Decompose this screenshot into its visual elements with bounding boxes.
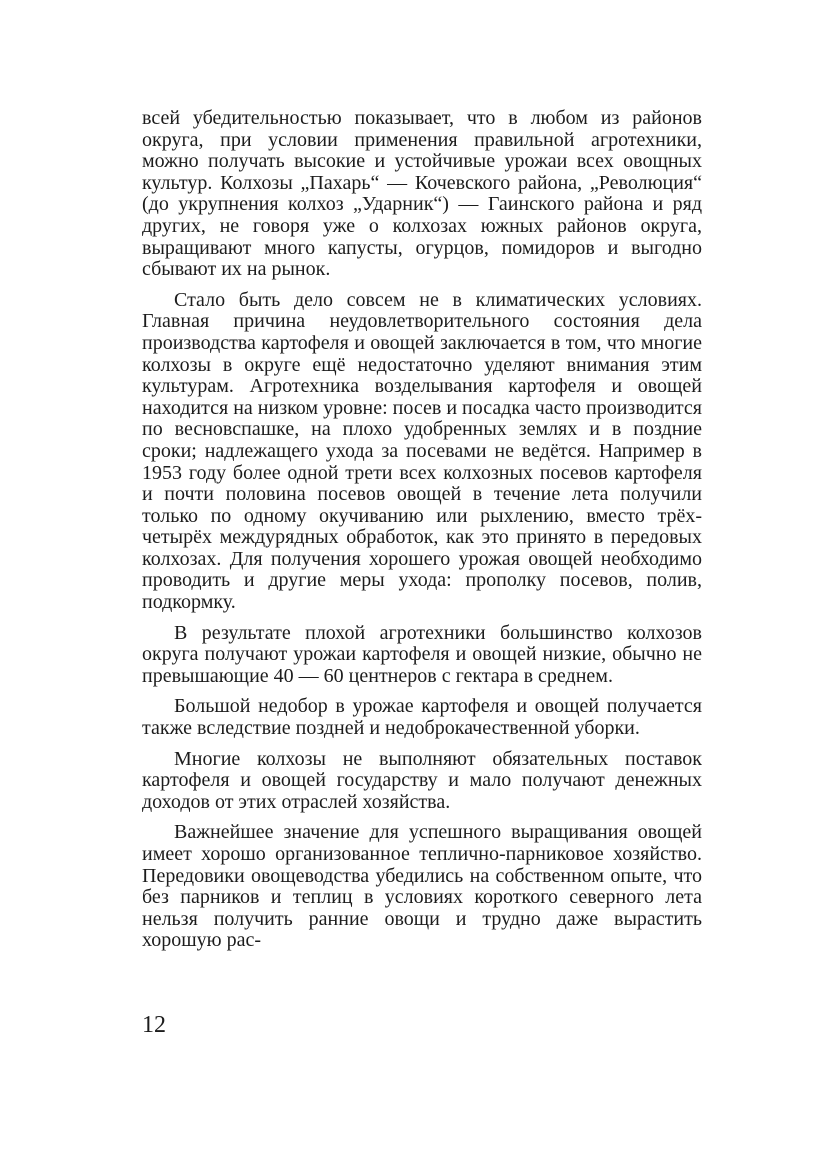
body-text xyxy=(142,108,702,961)
paragraph-4: Большой недобор в урожае картофеля и овощей получается также вследствие поздней и недоброкачественной уборки. xyxy=(142,695,702,740)
page-number: 12 xyxy=(142,1012,166,1038)
paragraph-5: Многие колхозы не выполняют обязательных поставок картофеля и овощей государству и мало получают денежных доходов от этих отраслей хозяйства. xyxy=(142,747,702,813)
paragraph-1: всей убедительностью показывает, что в любом из районов округа, при условии применения правильной агротехники, можно получать высокие и устойчивые урожаи всех овощных культур. Колхозы „Пахарь“ — Кочевского района, „Революция“ (до укрупнения колхоз „Ударник“) — Гаинского района и ряд других, не говоря уже о колхозах южных районов округа, выращивают много капусты, огурцов, помидоров и выгодно сбывают их на рынок. xyxy=(142,107,702,281)
paragraph-6: Важнейшее значение для успешного выращивания овощей имеет хорошо организованное теплично-парниковое хозяйство. Передовики овощеводства убедились на собственном опыте, что без парников и теплиц в условиях короткого северного лета нельзя получить ранние овощи и трудно даже вырастить хорошую рас- xyxy=(142,821,702,952)
paragraph-2: Стало быть дело совсем не в климатических условиях. Главная причина неудовлетворительного состояния дела производства картофеля и овощей заключается в том, что многие колхозы в округе ещё недостаточно уделяют внимания этим культурам. Агротехника возделывания картофеля и овощей находится на низком уровне: посев и посадка часто производится по весновспашке, на плохо удобренных землях и в поздние сроки; надлежащего ухода за посевами не ведётся. Например в 1953 году более одной трети всех колхозных посевов картофеля и почти половина посевов овощей в течение лета получили только по одному окучиванию или рыхлению, вместо трёх-четырёх междурядных обработок, как это принято в передовых колхозах. Для получения хорошего урожая овощей необходимо проводить и другие меры ухода: прополку посевов, полив, подкормку. xyxy=(142,288,702,614)
paragraph-3: В результате плохой агротехники большинство колхозов округа получают урожаи картофеля и овощей низкие, обычно не превышающие 40 — 60 центнеров с гектара в среднем. xyxy=(142,621,702,687)
